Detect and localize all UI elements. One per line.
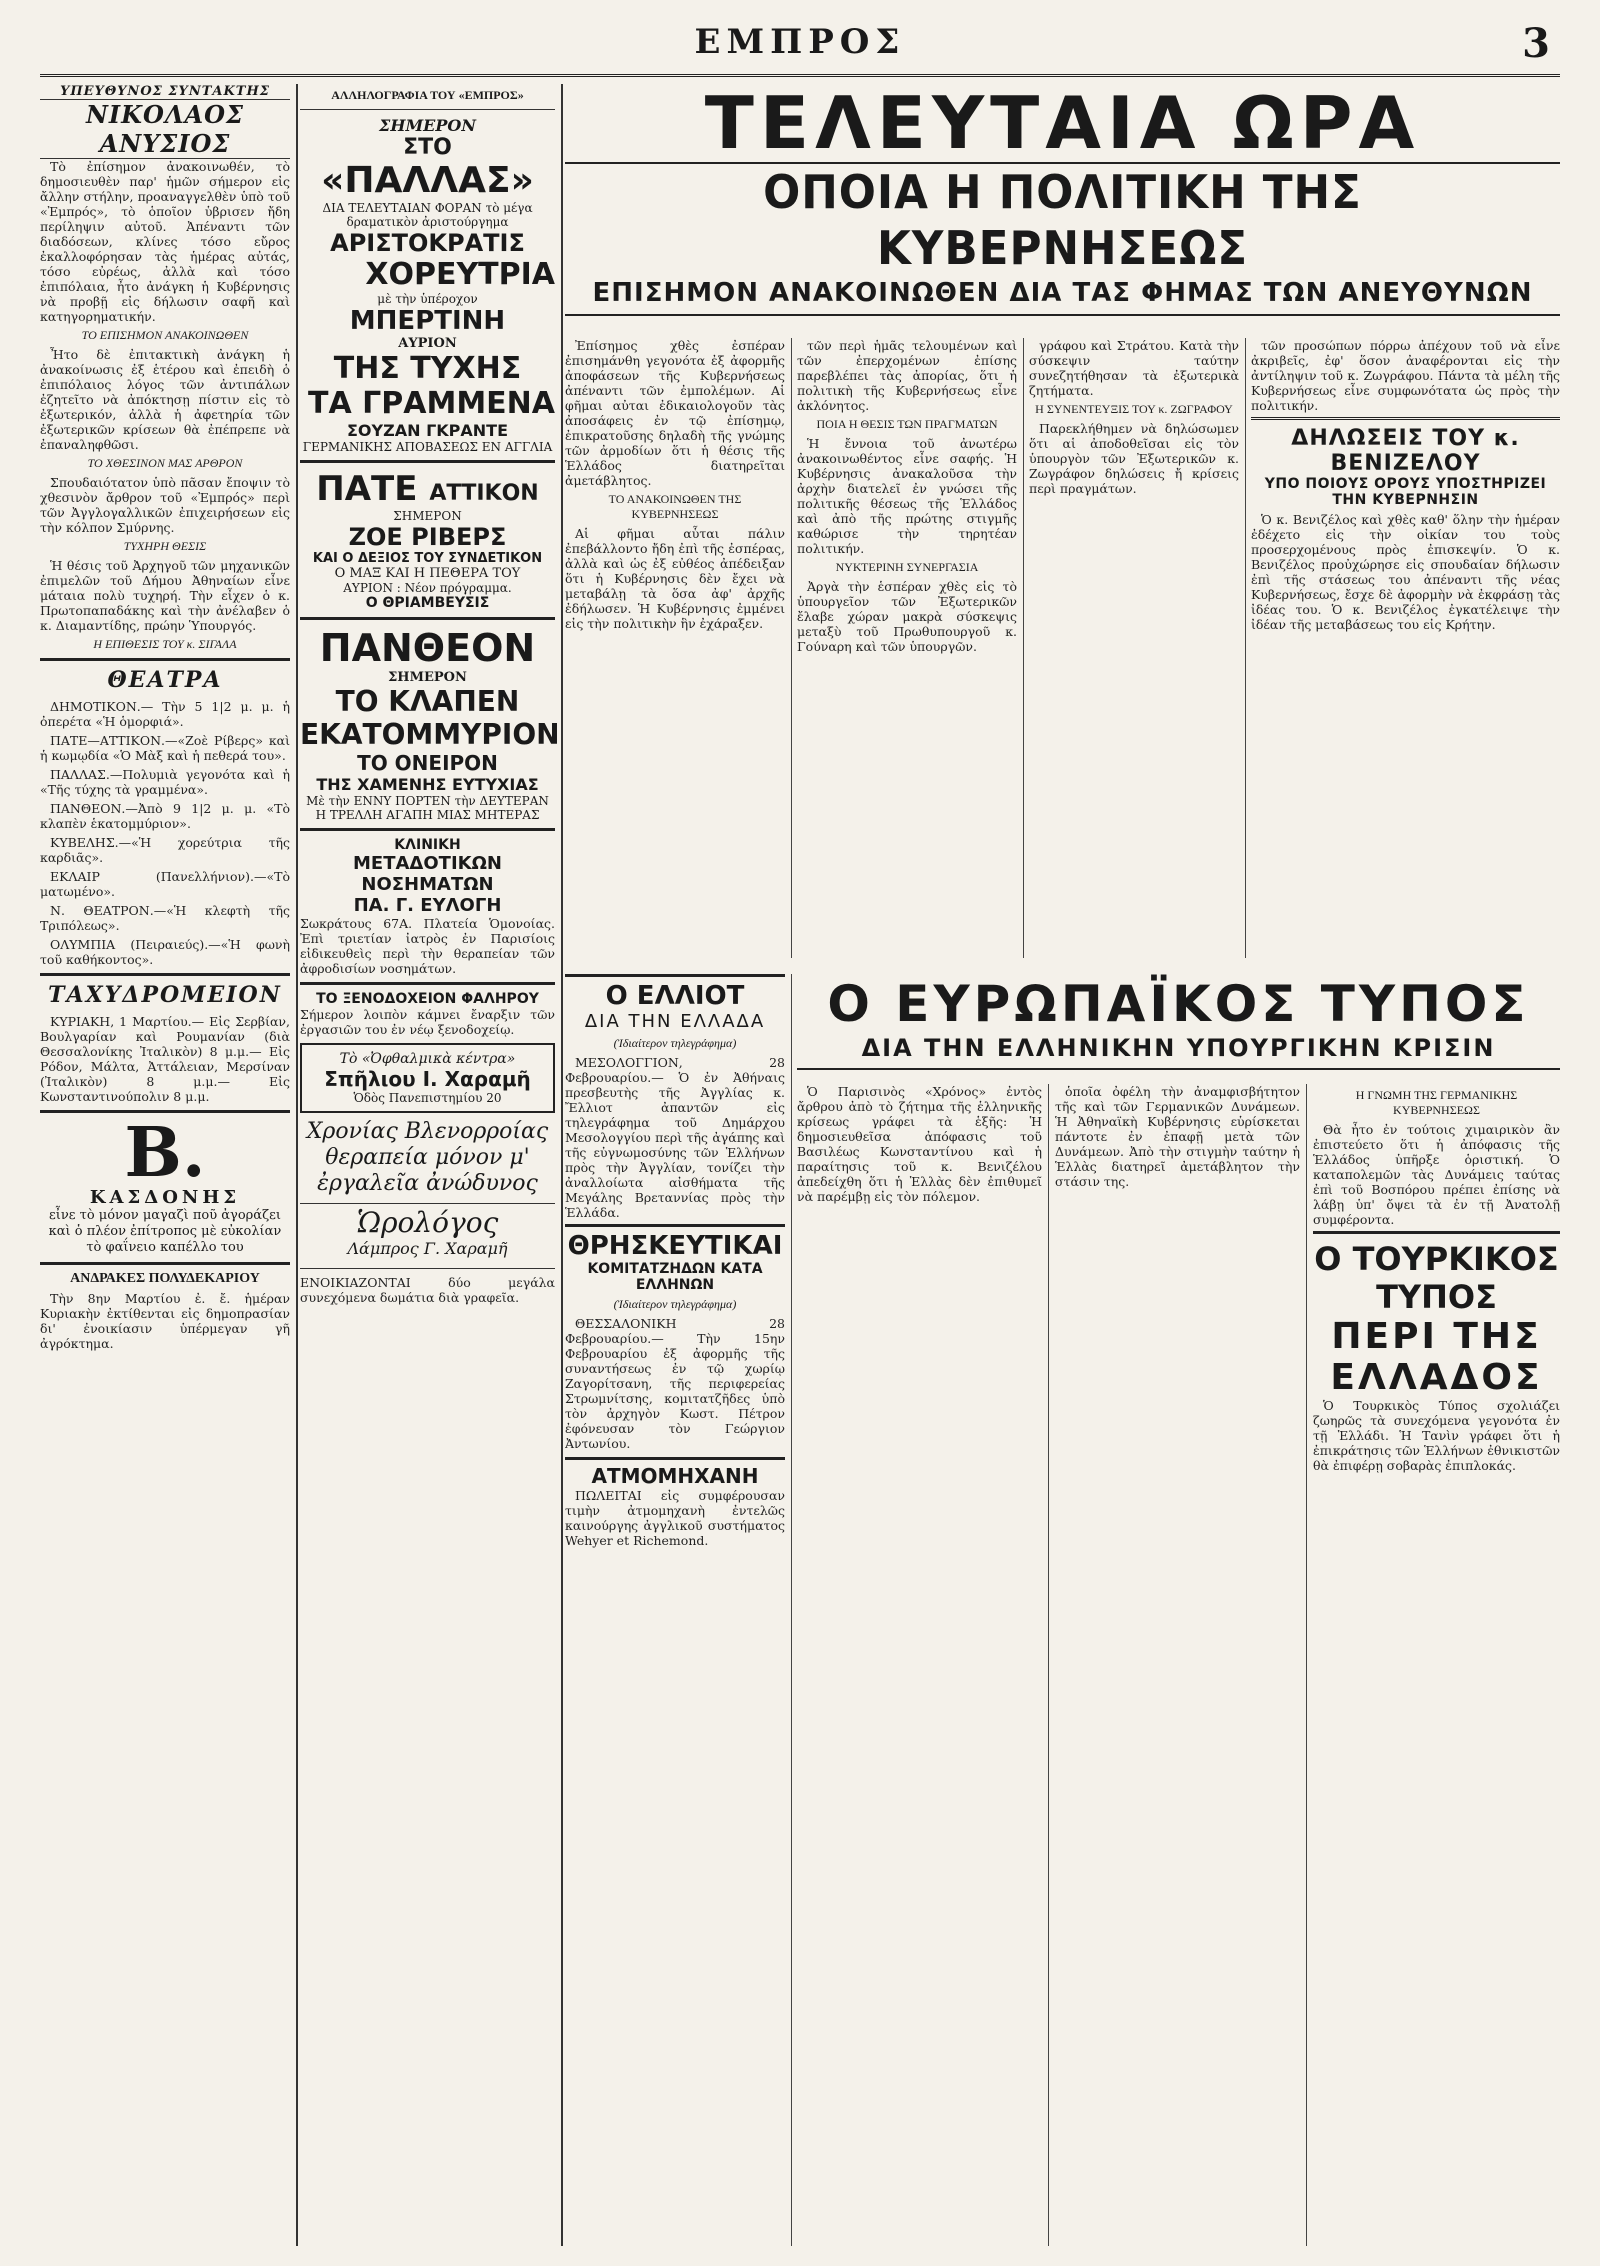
divider [300,828,555,831]
divider [40,973,290,976]
article-paragraph: Ὁ Τουρκικὸς Τύπος σχολιάζει ζωηρῶς τὰ συνεχόμενα γεγονότα ἐν τῇ Ἑλλάδι. Ἡ Τανὶν γράφει ὅτι ἡ ἐπικράτησις τῶν Ἑλλήνων ἐθνικιστῶν θὰ ἐπιφέρῃ σοβαρὰς ἐπιπλοκάς. [1313,1398,1560,1473]
notice-label: ΤΥΧΗΡΗ ΘΕΣΙΣ [123,539,207,553]
article-paragraph: Ἡ ἔννοια τοῦ ἀνωτέρω ἀνακοινωθέντος εἶνε σαφής. Ἡ Κυβέρνησις ἀνακαλοῦσα τὴν ἀρχὴν διατελεῖ ἐν γνώσει τῆς πολιτικῆς θέσεως τῆς Ἑλλάδος καὶ ἀπὸ τῆς πρώτης στιγμῆς καθώρισε τὴν τηρητέαν πολιτικήν. [797,436,1017,556]
venizelos-subheading: ΥΠΟ ΠΟΙΟΥΣ ΟΡΟΥΣ ΥΠΟΣΤΗΡΙΖΕΙ ΤΗΝ ΚΥΒΕΡΝΗΣΙΝ [1264,476,1547,508]
ad-title: ΤΟ ΟΝΕΙΡΟΝ [357,751,498,775]
divider [300,1268,555,1269]
ad-title: ΤΑ ΓΡΑΜΜΕΝΑ [308,386,555,421]
ad-line: ΔΙΑ ΤΕΛΕΥΤΑΙΑΝ ΦΟΡΑΝ τὸ μέγα δραματικὸν ἀριστούργημα [322,201,533,229]
editor-label: ΥΠΕΥΘΥΝΟΣ ΣΥΝΤΑΚΤΗΣ [60,84,270,99]
turkish-subheading: ΠΕΡΙ ΤΗΣ ΕΛΛΑΔΟΣ [1330,1316,1543,1398]
editorial-paragraph: Τὸ ἐπίσημον ἀνακοινωθέν, τὸ δημοσιευθὲν παρ' ἡμῶν σήμερον εἰς ἄλλην στήλην, προαναγγελθὲν ὑπὸ τοῦ «Ἐμπρός», τὸ ὁποῖον ὑβρισεν ἤδη περίληψιν αὐτοῦ. Ἀπέναντι τῶν διαδόσεων, κλίνες τόσο εὔρος ἐκαλλοφόρησαν τὰς ἡμέρας αὐτάς, τόσο εὐρέως, ἀλλὰ καὶ τόσο ἐπιπόλαια, ἦτο ἀνάγκη ἡ Κυβέρνησις νὰ προβῇ εἰς δήλωσιν σαφῆ καὶ κατηγορηματικήν. [40,159,290,324]
shop-name: ΚΑΣΔΟΝΗΣ [89,1187,241,1208]
auction-heading: ΑΝΔΡΑΚΕΣ ΠΟΛΥΔΕΚΑΡΙΟΥ [70,1271,260,1286]
ad-today: ΣΗΜΕΡΟΝ [393,509,462,523]
list-item: ΟΛΥΜΠΙΑ (Πειραιεύς).—«Ἡ φωνὴ τοῦ καθήκοντος». [40,937,290,967]
ad-title: ΕΚΑΤΟΜΜΥΡΙΟΝ [300,718,560,751]
correspondence-heading: ΑΛΛΗΛΟΓΡΑΦΙΑ ΤΟΥ «ΕΜΠΡΟΣ» [331,88,524,102]
ads-column [300,84,563,2246]
article-paragraph: Ἐπίσημος χθὲς ἐσπέραν ἐπισημάνθη γεγονότα ἐξ ἀφορμῆς ἀποφάσεων τῆς Κυβερνήσεως ἀπέναντι τῶν ἐμπολέμων. Αἱ φῆμαι αὐται ἐδικαιολογοῦν τὰς ἀποσάφεις ἐν τῷ ἐπίσημῳ, ἐπικρατοῦσης δηλαδὴ τῆς γνώμης τῶν ἀρμοδίων ὅτι ἡ θέσις τῆς Ἑλλάδος διατηρεῖται ἀμετάβλητος. [565,338,785,488]
divider [300,982,555,985]
article-column [797,338,1024,958]
ad-title: ΖΟΕ ΡΙΒΕΡΣ [348,523,507,551]
watchmaker-title: Ὡρολόγος [356,1206,499,1239]
shop-tagline: εἶνε τὸ μόνον μαγαζὶ ποῦ ἀγοράζει καὶ ὁ πλέον ἐπίτροπος μὲ εὐκολίαν τὸ φαΐνειο καπέλλο του [48,1208,282,1255]
ad-title: ΧΟΡΕΥΤΡΙΑ [365,257,555,292]
ad-actress: ΜΠΕΡΤΙΝΗ [349,306,506,336]
ad-line: Ο ΜΑΞ ΚΑΙ Η ΠΕΘΕΡΑ ΤΟΥ [334,566,521,581]
ad-line: Ο ΘΡΙΑΜΒΕΥΣΙΣ [365,595,490,611]
list-item: ΔΗΜΟΤΙΚΟΝ.— Τὴν 5 1|2 μ. μ. ἡ ὀπερέτα «Ἡ ὁμορφιά». [40,699,290,729]
optics-title: Τὸ «Ὀφθαλμικὰ κέντρα» [339,1051,516,1067]
telegram-tag: (Ἰδιαίτερον τηλεγράφημα) [613,1036,737,1050]
auction-paragraph: Τὴν 8ην Μαρτίου ἐ. ἔ. ἡμέραν Κυριακὴν ἐκτίθενται εἰς δημοπρασίαν δι' ἐνοικίασιν ὑπέρμεγαν γῆ ἀγρόκτημα. [40,1291,290,1351]
article-paragraph: τῶν προσώπων πόρρω ἀπέχουν τοῦ νὰ εἶνε ἀκριβεῖς, ἐφ' ὅσον ἀναφέρονται εἰς τὴν ἀντίληψιν τοῦ κ. Ζωγράφου. Πάντα τὰ μέλη τῆς Κυβερνήσεως εἶνε συμφωνότατα ὡς πρὸς τὴν πολιτικήν. [1251,338,1560,413]
left-column [40,84,298,2246]
article-paragraph: γράφου καὶ Στράτου. Κατὰ τὴν σύσκεψιν ταύτην συνεζητήθησαν τὰ ἐξωτερικὰ ζητήματα. [1029,338,1239,398]
ad-title: ΤΗΣ ΤΥΧΗΣ [333,351,522,386]
list-item: ΠΑΤΕ—ΑΤΤΙΚΟΝ.—«Ζοὲ Ρίβερς» καὶ ἡ κωμῳδία «Ὁ Μὰξ καὶ ἡ πεθερά του». [40,733,290,763]
europe-subheading: ΔΙΑ ΤΗΝ ΕΛΛΗΝΙΚΗΝ ΥΠΟΥΡΓΙΚΗΝ ΚΡΙΣΙΝ [797,1034,1560,1070]
clinic-doctor: ΠΑ. Γ. ΕΥΛΟΓΗ [353,895,502,916]
optics-address: Ὁδὸς Πανεπιστημίου 20 [353,1091,502,1105]
divider [40,1262,290,1265]
cure-ad: Χρονίας Βλενορροίας θεραπεία μόνον μ' ἐργαλεῖα ἀνώδυνος [306,1119,549,1196]
divider [300,1203,555,1204]
article-subheading: Η ΣΥΝΕΝΤΕΥΞΙΣ ΤΟΥ κ. ΖΩΓΡΑΦΟΥ [1035,402,1233,416]
divider [300,460,555,463]
article-column [1029,338,1246,958]
ad-today: ΣΗΜΕΡΟΝ [388,670,467,685]
list-item: ΠΑΝΘΕΟΝ.—Ἀπὸ 9 1|2 μ. μ. «Τὸ κλαπὲν ἑκατομμύριον». [40,801,290,831]
engine-heading: ΑΤΜΟΜΗΧΑΝΗ [565,1457,785,1488]
attikon-name: ΑΤΤΙΚΟΝ [429,481,539,506]
ad-line: Μὲ τὴν ΕΝΝΥ ΠΟΡΤΕΝ τὴν ΔΕΥΤΕΡΑΝ [306,794,549,808]
article-paragraph: Ἀργὰ τὴν ἑσπέραν χθὲς εἰς τὸ ὑπουργεῖον τῶν Ἐξωτερικῶν ἔλαβε χώραν μακρὰ σύσκεψις μεταξὺ τοῦ Πρωθυπουργοῦ κ. Γούναρη καὶ τῶν ὑπουργῶν. [797,579,1017,654]
clinic-title: ΜΕΤΑΔΟΤΙΚΩΝ ΝΟΣΗΜΑΤΩΝ [353,853,502,895]
editorial-paragraph: Ἡ θέσις τοῦ Ἀρχηγοῦ τῶν μηχανικῶν ἐπιμελῶν τοῦ Δήμου Ἀθηναίων εἶνε μάταια πολὺ τυχηρή. Τὴν εἶχεν ὁ κ. Πρωτοπαπαδάκης καὶ τὴν ἀνέλαβεν ὁ κ. Διαμαντίδης, πρώην Ὑπουργός. [40,558,290,633]
article-paragraph: ΜΕΣΟΛΟΓΓΙΟΝ, 28 Φεβρουαρίου.— Ὁ ἐν Ἀθήναις πρεσβευτὴς τῆς Ἀγγλίας κ. Ἔλλιοτ ἀπαντῶν εἰς τηλεγράφημα τοῦ Δημάρχου Μεσολογγίου περὶ τῆς ἀγάπης καὶ τῆς εὐγνωμοσύνης τῶν Ἑλλήνων πρὸς τὴν Ἀγγλίαν, τονίζει τὴν ἀναλλοίωτα αἰσθήματα τῆς Μεγάλης Βρεταννίας πρὸς τὴν Ἑλλάδα. [565,1055,785,1220]
ad-line: ΑΥΡΙΟΝ : Νέον πρόγραμμα. [343,581,512,595]
venizelos-heading: ΔΗΛΩΣΕΙΣ ΤΟΥ κ. ΒΕΝΙΖΕΛΟΥ [1251,417,1560,476]
article-paragraph: ΘΕΣΣΑΛΟΝΙΚΗ 28 Φεβρουαρίου.— Τὴν 15ην Φεβρουαρίου ἐξ ἀφορμῆς τῆς συναντήσεως ἐν τῷ χωρίῳ Ζαγορίτσανη, τῆς περιφερείας Στρωμνίτσης, κομιτατζῆδες ὑπὸ τὸν ἀρχηγὸν Κωστ. Πέτρον ἐφόνευσαν τὸν Γεώργιον Ἀντωνίου. [565,1316,785,1451]
ad-title: ΑΡΙΣΤΟΚΡΑΤΙΣ [330,229,525,257]
optics-ad [300,1043,555,1113]
article-column [1055,1084,1307,2246]
list-item: ΕΚΛΑΙΡ (Πανελλήνιον).—«Τὸ ματωμένο». [40,869,290,899]
ad-line: ΓΕΡΜΑΝΙΚΗΣ ΑΠΟΒΑΣΕΩΣ ΕΝ ΑΓΓΛΙΑ [302,440,553,454]
europe-heading: Ο ΕΥΡΩΠΑΪΚΟΣ ΤΥΠΟΣ [827,975,1530,1033]
page-number: 3 [1522,20,1550,67]
list-item: ΠΑΛΛΑΣ.—Πολυμιὰ γεγονότα καὶ ἡ «Τῆς τύχης τὰ γραμμένα». [40,767,290,797]
hotel-ad [300,991,555,1037]
article-paragraph: Ὁ Παρισινὸς «Χρόνος» ἐντὸς ἄρθρου ἀπὸ τὸ ζήτημα τῆς ἑλληνικῆς κρίσεως γράφει τὰ ἑξῆς: Ἡ δημοσιευθεῖσα ἀπόφασις τοῦ Βασιλέως Κωνσταντίνου καὶ ἡ παραίτησις τοῦ κ. Βενιζέλου ἀπεδείχθη ὅτι ἡ Ἑλλὰς δὲν ἐπιθυμεῖ νὰ παρέμβῃ εἰς τὸν πόλεμον. [797,1084,1042,1204]
theatre-heading: ΘΕΑΤΡΑ [107,667,223,693]
article-paragraph: Αἱ φῆμαι αὗται πάλιν ἐπεβάλλοντο ἤδη ἐπὶ τῆς ἐσπέρας, ἀλλὰ καὶ ὡς ἐξ εὐθέος ἀπέδειξαν ὅτι ἡ Κυβέρνησις δὲν ἔχει νὰ μεταβάλῃ τὰ ὅσα ἀφ' ἀρχῆς ἐδήλωσεν. Ἡ Κυβέρνησις ἐμμένει εἰς τὴν πολιτικὴν ἣν ἐχάραξεν. [565,526,785,631]
divider [300,109,555,110]
ad-line: μὲ τὴν ὑπέροχον [377,292,478,306]
article-column [797,1084,1049,2246]
pallas-name: «ΠΑΛΛΑΣ» [321,160,534,201]
main-area [565,84,1560,2246]
thriskeftikai-subheading: ΚΟΜΙΤΑΤΖΗΔΩΝ ΚΑΤΑ ΕΛΛΗΝΩΝ [587,1261,763,1293]
divider [300,617,555,620]
article-column [565,974,792,2246]
shop-letter: Β. [124,1113,206,1193]
main-subheadline: ΟΠΟΙΑ Η ΠΟΛΙΤΙΚΗ ΤΗΣ ΚΥΒΕΡΝΗΣΕΩΣ [763,165,1362,275]
editorial-text [40,159,290,652]
ad-sto: ΣΤΟ [403,135,452,160]
notice-label: ΤΟ ΕΠΙΣΗΜΟΝ ΑΝΑΚΟΙΝΩΘΕΝ [81,328,249,342]
pate-ad [300,469,555,611]
ad-title: ΤΟ ΚΛΑΠΕΝ [335,685,520,718]
clinic-ad [300,837,555,976]
post-heading: ΤΑΧΥΔΡΟΜΕΙΟΝ [48,982,282,1008]
telegram-tag: (Ἰδιαίτερον τηλεγράφημα) [613,1297,737,1311]
elliot-heading: Ο ΕΛΛΙΟΤ [565,974,785,1011]
ad-line: Η ΤΡΕΛΛΗ ΑΓΑΠΗ ΜΙΑΣ ΜΗΤΕΡΑΣ [315,808,540,822]
notice-label: Η ΕΠΙΘΕΣΙΣ ΤΟΥ κ. ΣΙΓΑΛΑ [93,637,237,651]
article-paragraph: ΠΩΛΕΙΤΑΙ εἰς συμφέρουσαν τιμὴν ἀτμομηχανὴ ἐντελῶς καινούργης ἀγγλικοῦ συστήματος Wehyer et Richemond. [565,1488,785,1548]
article-column [1313,1084,1560,2246]
article-paragraph: Ὁ κ. Βενιζέλος καὶ χθὲς καθ' ὅλην τὴν ἡμέραν ἐδέχετο εἰς τὴν οἰκίαν του τοὺς προσερχομένους πρὸς ἐπισκεψίν. Ὁ κ. Βενιζέλος προὐχώρησε εἰς σπουδαίαν δήλωσιν ἐπὶ τῆς στάσεως του ἀπέναντι τῆς νέας Κυβερνήσεως, ἔσχε δὲ ἀφορμὴν νὰ ἐκφράσῃ τὰς ἰδέας του. Ὁ κ. Βενιζέλος ἐγκατέλειψε τὴν ἰδέαν τῆς μεταβάσεως του εἰς Κρήτην. [1251,512,1560,632]
ad-actress: ΣΟΥΖΑΝ ΓΚΡΑΝΤΕ [347,421,508,440]
theatre-list [40,699,290,967]
article-subheading: ΤΟ ΑΝΑΚΟΙΝΩΘΕΝ ΤΗΣ ΚΥΒΕΡΝΗΣΕΩΣ [608,492,742,521]
post-paragraph: ΚΥΡΙΑΚΗ, 1 Μαρτίου.— Εἰς Σερβίαν, Βουλγαρίαν καὶ Ρουμανίαν (διὰ Θεσσαλονίκης Ἰταλικὸν) 8 μ.μ.— Εἰς Ρόδον, Μάλτα, Ἀττάλειαν, Μερσίναν (Ἰταλικὸν) 8 μ.μ.— Εἰς Κωνσταντινούπολιν 8 μ.μ. [40,1014,290,1104]
main-subheadline-2: ΕΠΙΣΗΜΟΝ ΑΝΑΚΟΙΝΩΘΕΝ ΔΙΑ ΤΑΣ ΦΗΜΑΣ ΤΩΝ ΑΝΕΥΘΥΝΩΝ [565,276,1560,316]
watchmaker-name: Λάμπρος Γ. Χαραμῆ [347,1239,508,1258]
list-item: Ν. ΘΕΑΤΡΟΝ.—«Ἡ κλεφτὴ τῆς Τριπόλεως». [40,903,290,933]
rent-text: ΕΝΟΙΚΙΑΖΟΝΤΑΙ δύο μεγάλα συνεχόμενα δωμάτια διὰ γραφεῖα. [300,1275,555,1305]
article-subheading: Η ΓΝΩΜΗ ΤΗΣ ΓΕΡΜΑΝΙΚΗΣ ΚΥΒΕΡΝΗΣΕΩΣ [1355,1088,1518,1117]
thriskeftikai-heading: ΘΡΗΣΚΕΥΤΙΚΑΙ [565,1224,785,1261]
pate-name: ΠΑΤΕ [316,469,418,509]
article-paragraph: Θὰ ἦτο ἐν τούτοις χιμαιρικὸν ἂν ἐπιστεύετο ὅτι ἡ ἀπόφασις τῆς Ἑλλάδος ὑπῆρξε ὁριστική. Ὁ καταπολεμῶν τὰς Δυνάμεις ταύτας ἐπὶ τοῦ Βοσπόρου πρέπει ἐπίσης νὰ λάβῃ ὑπ' ὄψει τὰ ἐν τῇ Ἀνατολῇ συμφέροντα. [1313,1122,1560,1227]
editor-block [40,84,290,159]
auction-text [40,1291,290,1351]
main-headline: ΤΕΛΕΥΤΑΙΑ ΩΡΑ [565,84,1560,164]
pantheon-ad [300,626,560,822]
pantheon-name: ΠΑΝΘΕΟΝ [319,626,536,670]
masthead-title: ΕΜΠΡΟΣ [694,22,906,62]
hotel-text: Σήμερον λοιπὸν κάμνει ἔναρξιν τῶν ἐργασιῶν του ἐν νέῳ ξενοδοχείῳ. [300,1007,555,1037]
list-item: ΚΥΒΕΛΗΣ.—«Ἡ χορεύτρια τῆς καρδιᾶς». [40,835,290,865]
article-paragraph: Παρεκλήθημεν νὰ δηλώσωμεν ὅτι αἱ ἀποδοθεῖσαι εἰς τὸν ὑπουργὸν τῶν Ἐξωτερικῶν κ. Ζωγράφον δηλώσεις ἤ κρίσεις περὶ πραγμάτων. [1029,421,1239,496]
editorial-paragraph: Σπουδαιότατον ὑπὸ πᾶσαν ἔποψιν τὸ χθεσινὸν ἄρθρον τοῦ «Ἐμπρός» περὶ τῶν Ἀγγλογαλλικῶν ἐπιχειρήσεων εἰς τὴν κόλπον Σμύρνης. [40,475,290,535]
ad-today: ΣΗΜΕΡΟΝ [379,116,476,135]
post-text [40,1014,290,1104]
article-paragraph: τῶν περὶ ἡμᾶς τελουμένων καὶ τῶν ἐπερχομένων ἐπίσης παρεβλέπει τὰς ἀπορίας, ὅτι ἡ πολιτικὴ τῆς Κυβερνήσεως εἶνε ἀκλόνητος. [797,338,1017,413]
pallas-ad [300,116,555,454]
article-subheading: ΝΥΚΤΕΡΙΝΗ ΣΥΝΕΡΓΑΣΙΑ [835,560,979,574]
article-column [1251,338,1560,958]
optics-name: Σπῆλιου Ι. Χαραμῆ [324,1067,531,1091]
ad-subtitle: ΚΑΙ Ο ΔΕΞΙΟΣ ΤΟΥ ΣΥΝΔΕΤΙΚΟΝ [312,551,543,566]
article-paragraph: ὁποῖα ὀφέλη τὴν ἀναμφισβήτητον τῆς καὶ τῶν Γερμανικῶν Δυνάμεων. Ἡ Ἀθηναϊκὴ Κυβέρνησις εὑρίσκεται πάντοτε ἐν ἐπαφῇ μετὰ τῶν Δυνάμεων. Ἀπὸ τὴν στιγμὴν ταύτην ἡ Ἑλλὰς διατηρεῖ ἀμετάβλητον τὴν στάσιν της. [1055,1084,1300,1189]
clinic-label: ΚΛΙΝΙΚΗ [394,837,461,853]
divider [40,658,290,661]
article-column [565,338,792,958]
masthead [40,20,1560,77]
article-subheading: ΠΟΙΑ Η ΘΕΣΙΣ ΤΩΝ ΠΡΑΓΜΑΤΩΝ [816,417,998,431]
elliot-subheading: ΔΙΑ ΤΗΝ ΕΛΛΑΔΑ [584,1011,766,1032]
ad-line: ΑΥΡΙΟΝ [398,336,457,351]
ad-title: ΤΗΣ ΧΑΜΕΝΗΣ ΕΥΤΥΧΙΑΣ [316,775,539,794]
turkish-heading: Ο ΤΟΥΡΚΙΚΟΣ ΤΥΠΟΣ [1313,1231,1560,1316]
editorial-paragraph: Ἦτο δὲ ἐπιτακτικὴ ἀνάγκη ἡ ἀνακοίνωσις ἐξ ἑτέρου καὶ ἐπειδὴ ὁ ἐπιπόλαιος λόγος τῶν ἀντιπάλων ἐζητεῖτο νὰ ἀπόκτησῃ πίστιν εἰς τὸ ἐξωτερικόν, ἀλλὰ ἡ ἀφετηρία τῶν ἐξωτερικῶν κρίσεων θὰ ἐπέπρεπε νὰ ἐπαναληφθῶσι. [40,347,290,452]
hotel-title: ΤΟ ΞΕΝΟΔΟΧΕΙΟΝ ΦΑΛΗΡΟΥ [316,991,539,1007]
notice-label: ΤΟ ΧΘΕΣΙΝΟΝ ΜΑΣ ΑΡΘΡΟΝ [87,456,243,470]
clinic-text: Σωκράτους 67Α. Πλατεία Ὁμονοίας. Ἐπὶ τριετίαν ἰατρὸς ἐν Παρισίοις εἰδικευθεὶς περὶ τὴν θεραπείαν τῶν ἀφροδισίων νοσημάτων. [300,916,555,976]
editor-name: ΝΙΚΟΛΑΟΣ ΑΝΥΣΙΟΣ [40,99,290,159]
